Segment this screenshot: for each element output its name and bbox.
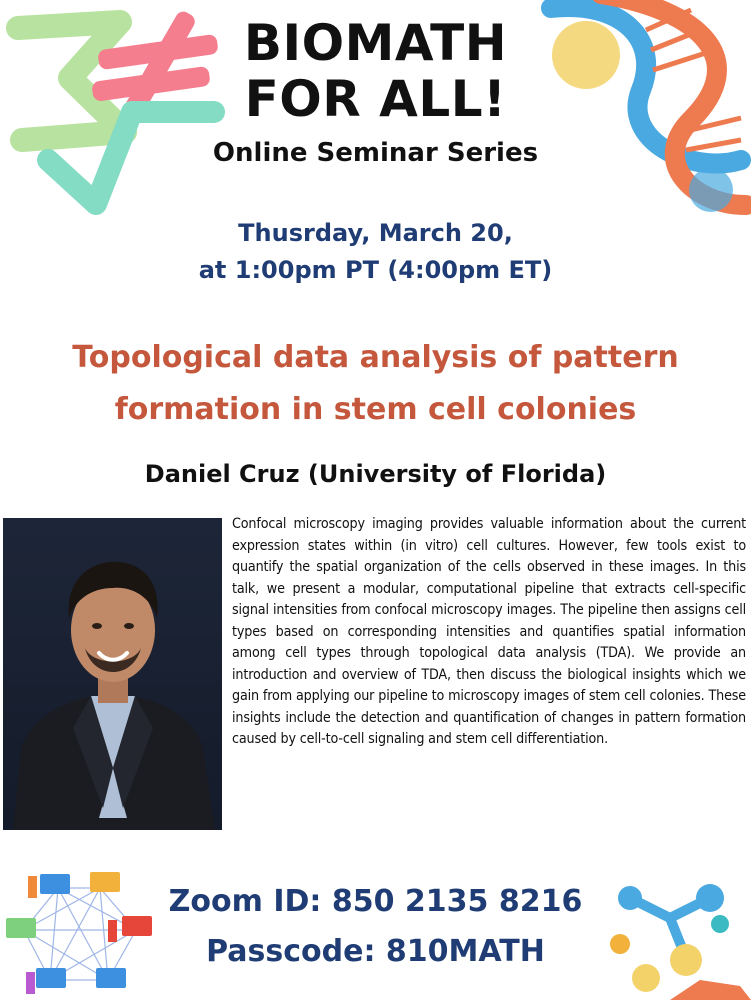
- passcode: Passcode: 810MATH: [206, 934, 545, 969]
- talk-title-line-1: Topological data analysis of pattern: [72, 340, 679, 375]
- abstract-text: Confocal microscopy imaging provides valuable information about the current expression states within (in vitro) cell cultures. However, few tools exist to quantify the spatial organization of the cells observed in these images. In this talk, we present a modular, computational pipeline that extracts cell-specific signal intensities from confocal microscopy images. The pipeline then assigns cell types based on corresponding intensities and quantifies spatial information among cell types through topological data analysis (TDA). We provide an introduction and overview of TDA, then discuss the biological insights which we gain from applying our pipeline to microscopy images of stem cell colonies. These insights include the detection and quantification of changes in pattern formation caused by cell-to-cell signaling and stem cell differentiation.: [232, 516, 746, 747]
- title-line-2: FOR ALL!: [244, 70, 507, 128]
- talk-title-line-2: formation in stem cell colonies: [114, 392, 637, 427]
- date-line-2: at 1:00pm PT (4:00pm ET): [198, 256, 553, 284]
- molecule-decoration: [590, 878, 751, 1000]
- zoom-id: Zoom ID: 850 2135 8216: [168, 884, 583, 919]
- speaker-name: Daniel Cruz (University of Florida): [144, 460, 607, 488]
- title-line-1: BIOMATH: [243, 14, 508, 72]
- subtitle: Online Seminar Series: [212, 138, 539, 168]
- portrait-illustration: [3, 518, 222, 830]
- date-line-1: Thusrday, March 20,: [238, 219, 513, 247]
- speaker-photo: [3, 518, 222, 830]
